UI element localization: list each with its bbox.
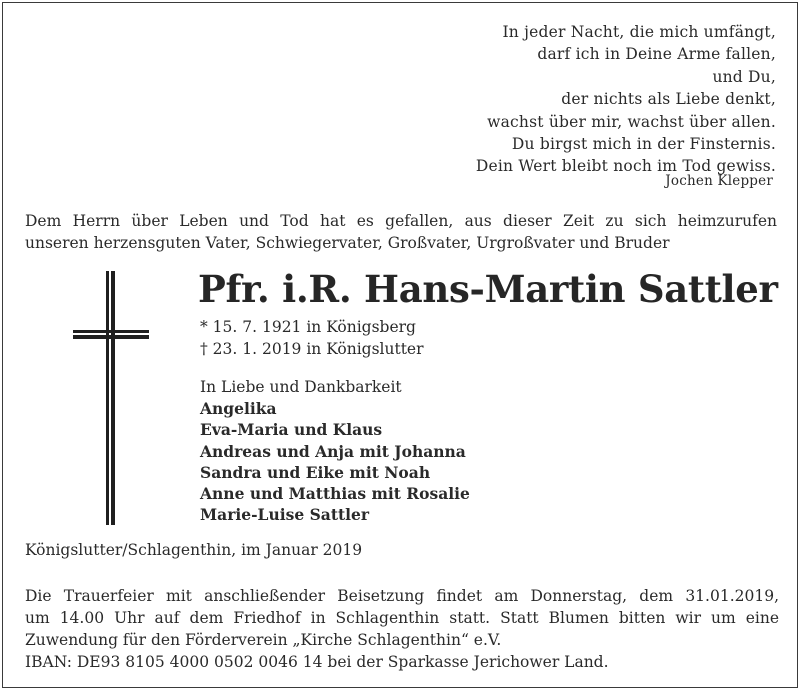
birth-date: * 15. 7. 1921 in Königsberg	[200, 318, 416, 336]
poem-line: In jeder Nacht, die mich umfängt,	[502, 23, 776, 41]
poem-line: darf ich in Deine Arme fallen,	[537, 45, 776, 64]
mourner-name: Marie-Luise Sattler	[200, 505, 370, 525]
intro-line: Dem Herrn über Leben und Tod hat es gefallen, aus dieser Zeit zu sich heimzurufen	[25, 212, 777, 230]
mourners-heading: In Liebe und Dankbarkeit	[200, 378, 402, 396]
intro-text	[25, 210, 777, 254]
funeral-line: IBAN: DE93 8105 4000 0502 0046 14 bei der Sparkasse Jerichower Land.	[25, 653, 609, 671]
mourner-name: Eva-Maria und Klaus	[200, 420, 383, 440]
life-dates	[200, 316, 424, 360]
death-date: † 23. 1. 2019 in Königslutter	[200, 340, 424, 358]
place-date: Königslutter/Schlagenthin, im Januar 2019	[25, 541, 363, 559]
mourner-name: Angelika	[200, 399, 277, 419]
mourner-names	[200, 398, 470, 525]
mourners	[200, 377, 470, 525]
poem-line: der nichts als Liebe denkt,	[561, 90, 776, 109]
funeral-line: Zuwendung für den Förderverein „Kirche Schlagenthin“ e.V.	[25, 631, 502, 649]
obituary-notice	[2, 2, 798, 688]
mourner-name: Andreas und Anja mit Johanna	[200, 441, 466, 461]
poem-line: und Du,	[712, 67, 776, 86]
poem-line: Du birgst mich in der Finsternis.	[511, 135, 776, 154]
cross-icon	[73, 271, 149, 525]
poem	[476, 21, 776, 178]
mourner-name: Sandra und Eike mit Noah	[200, 462, 431, 482]
poem-author: Jochen Klepper	[665, 173, 773, 189]
deceased-name: Pfr. i.R. Hans-Martin Sattler	[198, 267, 778, 311]
mourner-name: Anne und Matthias mit Rosalie	[200, 484, 470, 504]
funeral-line: Die Trauerfeier mit anschließender Beisetzung findet am Donnerstag, dem 31.01.2019,	[25, 587, 779, 605]
funeral-info	[25, 585, 779, 673]
funeral-line: um 14.00 Uhr auf dem Friedhof in Schlagenthin statt. Statt Blumen bitten wir um eine	[25, 609, 779, 627]
poem-line: Dein Wert bleibt noch im Tod gewiss.	[475, 157, 776, 176]
intro-line: unseren herzensguten Vater, Schwiegervater, Großvater, Urgroßvater und Bruder	[25, 234, 670, 252]
poem-line: wachst über mir, wachst über allen.	[487, 112, 776, 131]
